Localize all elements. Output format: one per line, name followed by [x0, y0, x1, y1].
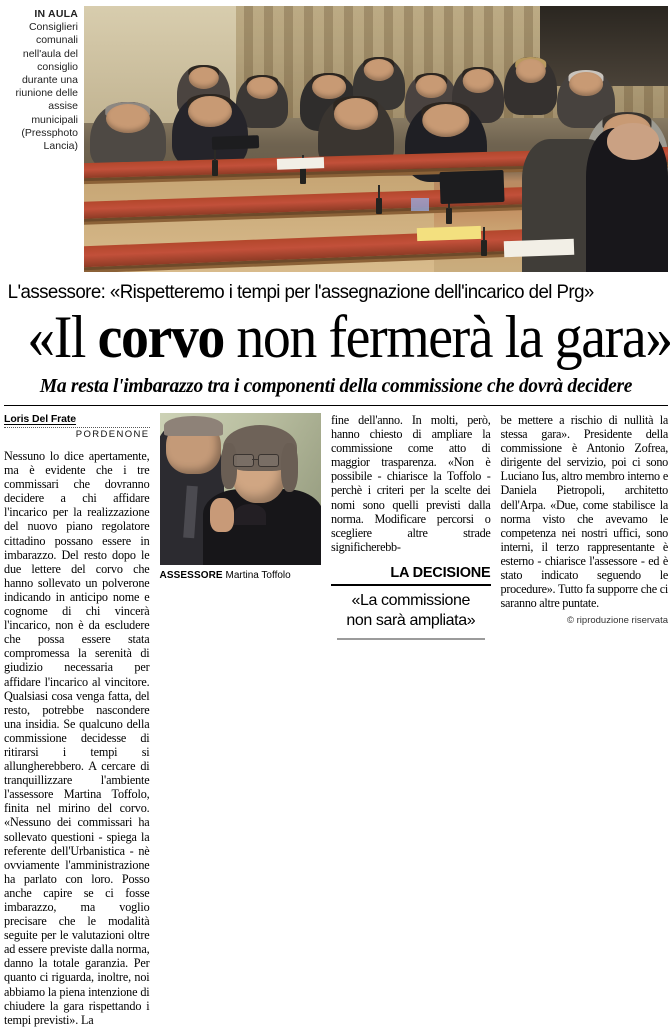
portrait-eyeglass-bridge — [252, 459, 258, 460]
column-2 — [160, 413, 321, 1027]
portrait-credit-name: Martina Toffolo — [225, 570, 291, 581]
body-text-col-4: be mettere a rischio di nullità la stessa gara». Presidente della commissione è Antonio Zofrea, dirigente del servizio, poi ci sono Luciano Ius, altro membro interno e Daniela Pietropoli, architetto dell'Arpa. «Due, come stabilisce la norma visto che avevamo le competenza nei nostri uffici, sono interni, il terzo rappresentante è esterno - chiarisce l'assessore - ed è stato indicato seguendo le procedure». Tutto fa supporre che ci saranno altre puntate. — [500, 413, 668, 611]
top-photo-block — [0, 0, 672, 272]
pullquote-kicker: LA DECISIONE — [390, 564, 491, 581]
copyright-notice: © riproduzione riservata — [567, 615, 668, 627]
main-photo-caption — [0, 6, 84, 153]
portrait-credit — [160, 570, 321, 582]
pullquote-rule-bottom — [337, 638, 485, 641]
portrait-eyeglass-right — [258, 454, 279, 467]
photo-cup — [411, 198, 429, 211]
portrait-subject-collar — [234, 504, 266, 525]
headline-part-3: non fermerà la gara» — [223, 304, 672, 370]
photo-microphone — [481, 240, 487, 256]
pullquote-line-2: non sarà ampliata» — [346, 611, 476, 629]
photo-person — [172, 94, 248, 168]
portrait-eyeglass-left — [233, 454, 254, 467]
photo-laptop — [212, 136, 259, 151]
photo-microphone — [446, 208, 452, 224]
portrait-credit-label: ASSESSORE — [159, 570, 223, 581]
body-text-col-3: fine dell'anno. In molti, però, hanno chiesto di ampliare la commissione come atto di maggior trasparenza. «Non è possibile - chiarisce la Toffolo - perchè i criteri per la scelte dei nomi sono quelli previsti dalla norma. Modificare percorsi o scegliere altre strade significherebb- — [331, 413, 491, 554]
caption-text: Consiglieri comunali nell'aula del consiglio durante una riunione delle assise municipali (Pressphoto Lancia) — [15, 21, 78, 153]
photo-paper — [417, 226, 482, 242]
pullquote-text — [331, 586, 491, 637]
photo-microphone — [212, 160, 218, 176]
photo-dark-corner — [540, 6, 668, 86]
photo-laptop — [440, 170, 505, 204]
photo-paper — [277, 157, 324, 169]
portrait-subject-hand — [210, 498, 234, 531]
dateline: PORDENONE — [75, 429, 150, 440]
headline-part-2: corvo — [97, 304, 224, 370]
main-photo-council-chamber — [84, 6, 668, 272]
pullquote-line-1: «La commissione — [351, 591, 471, 609]
photo-paper — [504, 239, 575, 257]
article-kicker: L'assessore: «Rispetteremo i tempi per l'assegnazione dell'incarico del Prg» — [7, 281, 594, 303]
photo-person — [405, 102, 487, 182]
photo-microphone — [300, 168, 306, 184]
pullquote-box — [331, 565, 491, 640]
article-subhead: Ma resta l'imbarazzo tra i componenti della commissione che dovrà decidere — [39, 375, 633, 397]
article-columns — [0, 406, 672, 1027]
byline: Loris Del Frate — [4, 413, 150, 428]
portrait-background-man-hair — [164, 416, 222, 436]
caption-lead: IN AULA — [34, 8, 78, 20]
body-text-col-1: Nessuno lo dice apertamente, ma è evidente che i tre commissari che dovranno decidere a chi affidare l'incarico per la realizzazione del nuovo piano regolatore cittadino possano essere in imbarazzo. Del resto dopo le due lettere del corvo che hanno sollevato un polverone indicando in anticipo nome e cognome di chi vincerà l'incarico, non è da escludere che possa essere stata compromessa la serenità di giudizio necessaria per affidare l'incarico al vincitore. Qualsiasi cosa venga fatta, del resto, potrebbe nascondere una insidia. Se qualcuno della commissione decidesse di ritirarsi i tempi si allungherebbero. A cercare di tranquillizzare l'ambiente l'assessore Martina Toffolo, finita nel mirino del corvo. «Nessuno dei commissari ha sollevato questioni - spiega la referente dell'Urbanistica - nè ovviamente l'amministrazione ha parlato con loro. Posso anche capire se ci fosse imbarazzo, ma voglio precisare che le modalità seguite per le valutazioni oltre ad essere previste dalla norma, danno la totale garanzia. Per quanto ci riguarda, inoltre, noi abbiamo la piena intenzione di chiudere la gara rispettando i tempi previsti». La — [4, 449, 150, 1027]
photo-microphone — [376, 198, 382, 214]
column-4 — [501, 413, 668, 1027]
headline-part-1: «Il — [27, 304, 98, 370]
page-title — [24, 304, 672, 370]
photo-person — [504, 57, 557, 116]
column-1 — [4, 413, 150, 1027]
portrait-photo-assessore — [160, 413, 321, 565]
photo-person-head — [607, 123, 660, 160]
column-3 — [331, 413, 491, 1027]
portrait-subject-hair-right — [281, 443, 299, 492]
